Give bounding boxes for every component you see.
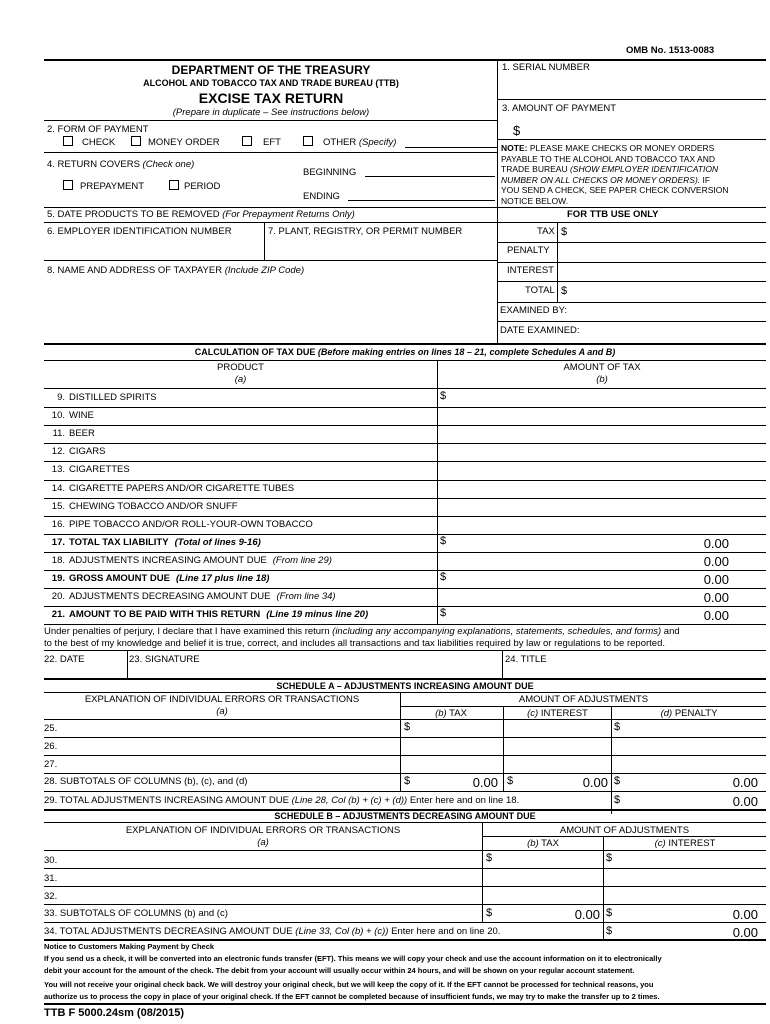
schedule-a-amount-header: AMOUNT OF ADJUSTMENTS [518,694,649,705]
date-label: 22. DATE [44,654,85,665]
calc-row-rule [44,552,766,553]
prepayment-label: PREPAYMENT [80,181,145,192]
line25-label: 25. [44,723,58,734]
rule [44,904,766,905]
ttb-total-dollar: $ [561,285,568,297]
rule [44,922,766,923]
rule [44,737,766,738]
notice-p4: authorize us to process the copy in place of your original check. If the EFT cannot be completed because of insufficient funds, we may try to make the transfer up to 2 times. [44,992,660,1001]
calc-row-label: 13. CIGARETTES [51,464,130,475]
schedule-b-col-interest: (c) INTEREST [654,838,716,849]
rule [497,281,766,282]
perjury-line1: Under penalties of perjury, I declare that I have examined this return (including any accompanying explanations, statements, schedules, and forms) and [44,626,680,637]
line33-interest-dollar: $ [606,907,613,919]
calc-row-amount[interactable]: 0.00 [703,608,729,623]
ein-field[interactable] [50,240,260,258]
calc-row-amount[interactable] [455,391,729,406]
product-header-sub: (a) [234,374,247,385]
rule [44,755,766,756]
rule [483,836,766,837]
rule [44,773,766,774]
other-checkbox[interactable] [303,136,313,146]
calc-row-label: 20. ADJUSTMENTS DECREASING AMOUNT DUE (From line 34) [51,591,336,602]
calc-row-rule [44,443,766,444]
line28-label: 28. SUBTOTALS OF COLUMNS (b), (c), and (d) [44,776,248,787]
rule [44,719,766,720]
rule [497,99,766,100]
calc-row-amount[interactable] [455,518,729,533]
other-specify-field[interactable] [405,147,497,148]
rule [44,650,766,651]
line28-tax-dollar: $ [404,775,411,787]
period-label: PERIOD [184,181,221,192]
calc-row-label: 15. CHEWING TOBACCO AND/OR SNUFF [51,501,238,512]
line29-dollar: $ [614,794,621,806]
right-column-divider [497,59,498,343]
product-header: PRODUCT [217,362,264,373]
rule [44,152,497,153]
calc-row-label: 12. CIGARS [51,446,106,457]
calc-row-amount[interactable] [455,409,729,424]
rule [44,822,766,823]
calc-row-label: 9. DISTILLED SPIRITS [57,392,157,403]
calc-row-rule [44,606,766,607]
line32-label: 32. [44,891,58,902]
line6-label: 6. EMPLOYER IDENTIFICATION NUMBER [47,226,232,237]
line26-label: 26. [44,741,58,752]
ttb-tax-dollar: $ [561,226,568,238]
calc-row-label: 18. ADJUSTMENTS INCREASING AMOUNT DUE (From line 29) [51,555,332,566]
rule [264,222,265,260]
line34-label: 34. TOTAL ADJUSTMENTS DECREASING AMOUNT DUE (Line 33, Col (b) + (c)) Enter here and on line 20. [44,926,501,937]
line28-penalty-value: 0.00 [732,775,758,790]
period-checkbox[interactable] [169,180,179,190]
form-of-payment-label: 2. FORM OF PAYMENT [47,124,149,135]
calc-row-label: 17. TOTAL TAX LIABILITY (Total of lines 9-16) [51,537,261,548]
line25-tax-dollar: $ [404,721,411,733]
rule [603,836,604,940]
money-order-checkbox[interactable] [131,136,141,146]
payment-note: NOTE: PLEASE MAKE CHECKS OR MONEY ORDERS PAYABLE TO THE ALCOHOL AND TOBACCO TAX AND TRADE BUREAU (SHOW EMPLOYER IDENTIFICATION NUMBER ON ALL CHECKS OR MONEY ORDERS). IF YOU SEND A CHECK, SEE PAPER CHECK CONVERSION NOTICE BELOW. [501,143,729,206]
beginning-field[interactable] [365,176,495,177]
line33-interest-value: 0.00 [732,907,758,922]
rule [497,321,766,322]
calc-row-amount[interactable]: 0.00 [703,572,729,587]
line8-label: 8. NAME AND ADDRESS OF TAXPAYER (Include ZIP Code) [47,265,305,276]
signature-field[interactable] [130,666,500,677]
calc-row-dollar: $ [440,390,447,402]
rule [44,343,766,345]
notice-title: Notice to Customers Making Payment by Check [44,942,215,951]
bureau: ALCOHOL AND TOBACCO TAX AND TRADE BUREAU (TTB) [143,78,399,88]
calc-row-amount[interactable] [455,500,729,515]
rule [44,939,766,941]
schedule-a-col-interest: (c) INTEREST [527,708,588,719]
schedule-a-col-penalty: (d) PENALTY [660,708,718,719]
eft-checkbox[interactable] [242,136,252,146]
calc-row-rule [44,480,766,481]
amount-payment-dollar: $ [513,123,521,138]
line28-interest-dollar: $ [507,775,514,787]
schedule-a-expl-sub: (a) [216,706,228,717]
serial-number-label: 1. SERIAL NUMBER [502,62,590,73]
calc-row-rule [44,534,766,535]
line34-dollar: $ [606,925,613,937]
ttb-interest-label: INTEREST [507,265,554,276]
calc-row-rule [44,407,766,408]
line7-label: 7. PLANT, REGISTRY, OR PERMIT NUMBER [268,226,463,237]
schedule-b-title: SCHEDULE B – ADJUSTMENTS DECREASING AMOUNT DUE [274,811,536,821]
line34-value: 0.00 [732,925,758,940]
calc-row-rule [44,498,766,499]
calc-row-label: 11. BEER [52,428,95,439]
schedule-b-col-tax: (b) TAX [527,838,559,849]
calc-row-dollar: $ [440,535,447,547]
rule [44,360,766,361]
return-covers-label: 4. RETURN COVERS (Check one) [47,159,195,170]
rule [127,650,128,678]
line30-tax-dollar: $ [486,852,493,864]
rule [400,692,401,792]
ending-label: ENDING [303,191,340,202]
rule [497,139,766,140]
line31-label: 31. [44,873,58,884]
taxpayer-address-field[interactable] [50,280,490,338]
ttb-penalty-label: PENALTY [507,245,550,256]
examined-by-label: EXAMINED BY: [500,305,568,316]
rule [401,706,766,707]
omb-number: OMB No. 1513-0083 [626,45,715,56]
schedule-b-expl-sub: (a) [257,837,269,848]
other-label: OTHER (Specify) [323,137,397,148]
money-order-label: MONEY ORDER [148,137,220,148]
line28-tax-value: 0.00 [472,775,498,790]
serial-number-field[interactable] [500,76,765,98]
calc-row-label: 19. GROSS AMOUNT DUE (Line 17 plus line 18) [51,573,270,584]
ttb-use-title: FOR TTB USE ONLY [567,209,659,220]
rule [44,868,766,869]
rule [44,886,766,887]
calc-row-rule [44,516,766,517]
calc-row-rule [44,624,766,625]
form-id: TTB F 5000.24sm (08/2015) [44,1007,185,1019]
calc-row-label: 14. CIGARETTE PAPERS AND/OR CIGARETTE TUBES [51,483,295,494]
form-title: EXCISE TAX RETURN [198,90,344,106]
line33-tax-value: 0.00 [574,907,600,922]
calc-row-rule [44,425,766,426]
beginning-label: BEGINNING [303,167,357,178]
notice-p3: You will not receive your original check back. We will destroy your original check, but we will keep the copy of it. If the EFT cannot be processed for technical reasons, you [44,980,654,989]
check-label: CHECK [82,137,116,148]
line27-label: 27. [44,759,58,770]
line29-label: 29. TOTAL ADJUSTMENTS INCREASING AMOUNT DUE (Line 28, Col (b) + (c) + (d)) Enter here and on line 18. [44,795,520,806]
ttb-total-label: TOTAL [525,285,555,296]
line5-label: 5. DATE PRODUCTS TO BE REMOVED (For Prepayment Returns Only) [47,209,355,220]
rule [44,850,766,851]
top-rule [44,59,766,61]
permit-field[interactable] [268,240,494,258]
rule [497,262,766,263]
calc-row-label: 21. AMOUNT TO BE PAID WITH THIS RETURN (Line 19 minus line 20) [51,609,369,620]
calc-row-amount[interactable]: 0.00 [703,536,729,551]
line28-interest-value: 0.00 [582,775,608,790]
department: DEPARTMENT OF THE TREASURY [171,63,371,77]
calc-row-amount[interactable] [455,463,729,478]
rule [44,692,766,693]
calc-title: CALCULATION OF TAX DUE (Before making entries on lines 18 – 21, complete Schedules A and B) [194,347,616,357]
calc-row-dollar: $ [440,571,447,583]
prepayment-checkbox[interactable] [63,180,73,190]
rule [44,120,497,121]
calc-row-amount[interactable]: 0.00 [703,590,729,605]
notice-p2: debit your account for the amount of the check. The debit from your account will usually occur within 24 hours, and will be shown on your regular account statement. [44,966,635,975]
line30-interest-dollar: $ [606,852,613,864]
calc-row-label: 10. WINE [51,410,94,421]
check-checkbox[interactable] [63,136,73,146]
signature-label: 23. SIGNATURE [129,654,200,665]
title-field[interactable] [505,666,763,677]
amount-payment-field[interactable] [526,120,764,138]
ending-field[interactable] [348,200,495,201]
rule [44,388,766,389]
rule [497,242,766,243]
line30-label: 30. [44,855,58,866]
schedule-a-expl-header: EXPLANATION OF INDIVIDUAL ERRORS OR TRANSACTIONS [84,694,360,705]
calc-row-dollar: $ [440,607,447,619]
rule [44,678,766,680]
schedule-a-col-tax: (b) TAX [435,708,467,719]
calc-row-amount[interactable]: 0.00 [703,554,729,569]
rule [44,791,766,792]
rule [502,650,503,678]
schedule-a-title: SCHEDULE A – ADJUSTMENTS INCREASING AMOUNT DUE [276,681,534,691]
line28-penalty-dollar: $ [614,775,621,787]
rule [611,706,612,814]
rule [44,1003,766,1005]
eft-label: EFT [263,137,281,148]
calc-row-amount[interactable] [455,427,729,442]
notice-p1: If you send us a check, it will be converted into an electronic funds transfer (EFT). This means we will copy your check and use the account information on it to electronically [44,954,662,963]
line33-tax-dollar: $ [486,907,493,919]
line33-label: 33. SUBTOTALS OF COLUMNS (b) and (c) [44,908,228,919]
line29-value: 0.00 [732,794,758,809]
date-examined-label: DATE EXAMINED: [500,325,580,336]
rule [44,222,766,223]
perjury-line2: to the best of my knowledge and belief it is true, correct, and includes all transactions and tax liabilities required by law or regulations to be reported. [44,638,666,649]
calc-row-label: 16. PIPE TOBACCO AND/OR ROLL-YOUR-OWN TOBACCO [51,519,313,530]
rule [44,260,497,261]
calc-row-rule [44,570,766,571]
rule [482,822,483,922]
rule [497,302,766,303]
amount-tax-header-sub: (b) [596,374,608,385]
schedule-b-amount-header: AMOUNT OF ADJUSTMENTS [559,825,690,836]
title-label: 24. TITLE [505,654,547,665]
calc-row-rule [44,588,766,589]
calc-row-amount[interactable] [455,445,729,460]
calc-row-rule [44,461,766,462]
amount-payment-label: 3. AMOUNT OF PAYMENT [502,103,617,114]
amount-tax-header: AMOUNT OF TAX [563,362,641,373]
date-field[interactable] [46,666,124,677]
calc-row-amount[interactable] [455,482,729,497]
rule [437,360,438,625]
ttb-tax-label: TAX [537,226,555,237]
line25-penalty-dollar: $ [614,721,621,733]
rule [44,207,766,208]
schedule-b-expl-header: EXPLANATION OF INDIVIDUAL ERRORS OR TRANSACTIONS [125,825,401,836]
form-subtitle: (Prepare in duplicate – See instructions below) [172,107,370,118]
